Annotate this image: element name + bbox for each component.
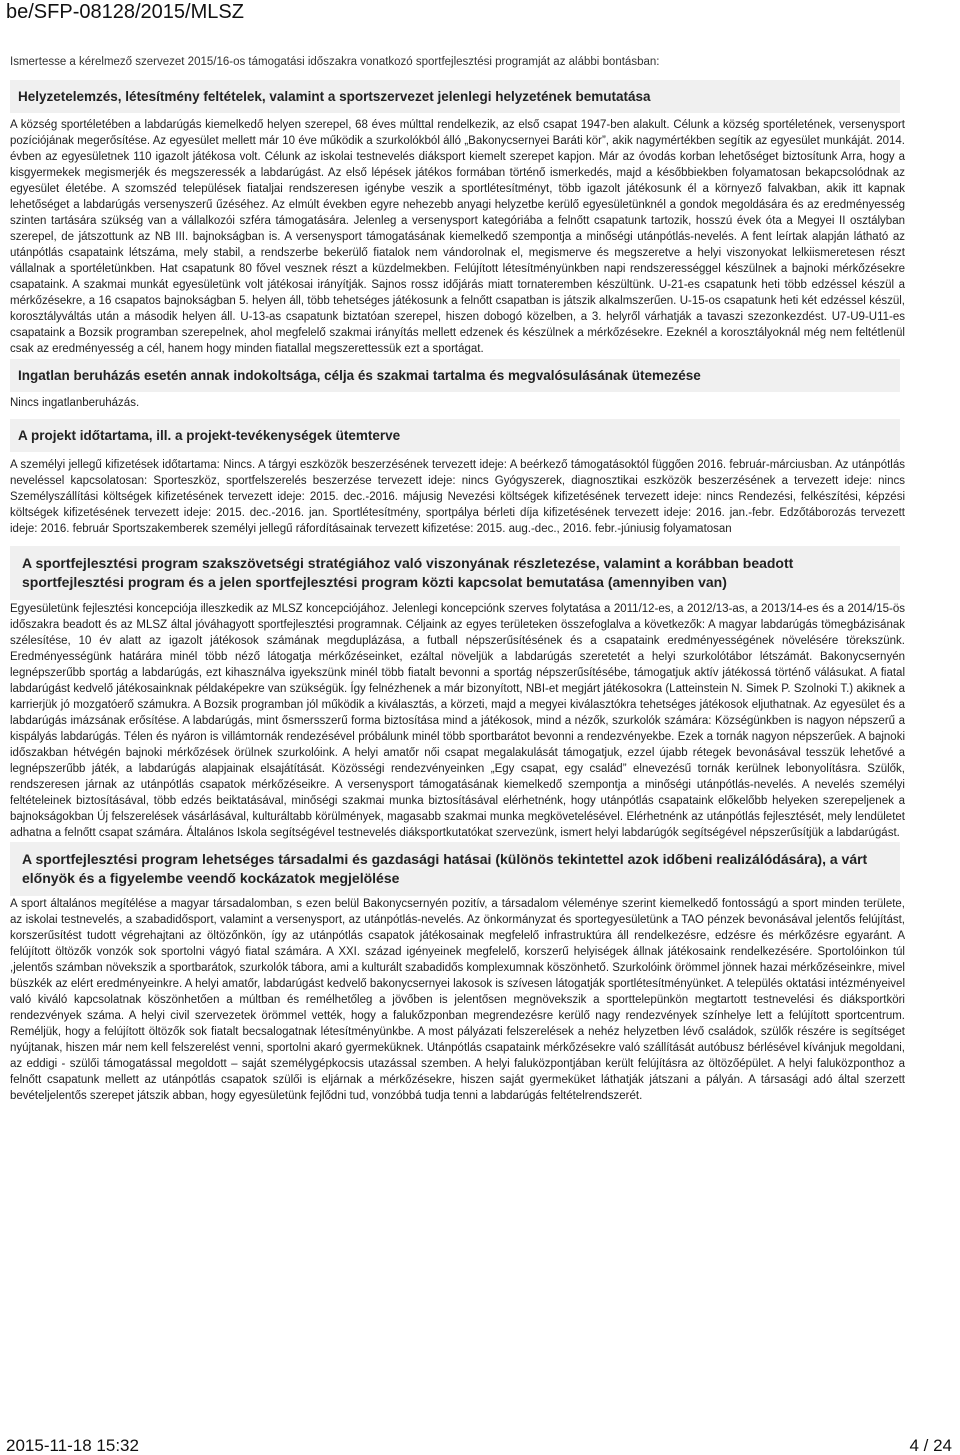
section-body-real-estate <box>10 395 905 411</box>
section-text: Egyesületünk fejlesztési koncepciója illeszkedik az MLSZ koncepciójához. Jelenlegi koncepciónk szerves folytatása a 2011/12-es, a 2012/13-as, a 2013/14-es és a 2014/15-ös időszakra beadott és az MLSZ által jóváhagyott sportfejlesztési programnak. Céljaink az egyes területeken összefoglalva a következők: A magyar labdarúgás tömegbázisának szélesítése, 10 év alatt az igazolt játékosok számának megduplázása, a futball népszerűsítésének és a csapataink eredményességének növelésére törekszünk. Eredményességünk határára minél több néző látogatja mérkőzéseinket, ezáltal növeljük a labdarúgás szeretetét a helyi szurkolótábor létszámát. Bakonycsernyén legnépszerűbb sportág a labdarúgás, ezt kihasználva igyekszünk minél több fiatalt bevonni a sportág népszerűsítésébe, támogatjuk aktív játékossá történő válásukat. A fiatal labdarúgást kedvelő játékosainknak példaképekre van szükségük. Így felnézhenek a már bizonyított, NBI-et megjárt játékosokra (Latteinstein N. Simek P. Szolnoki T.) akiknek a karrierjük jó mozgatóerő számukra. A Bozsik programban jól működik a kiválasztás, a körzeti, majd a megyei kiválasztókra tehetséges játékosok eljuthatnak. Az egyesület és a labdarúgás imázsának erősítése. A labdarúgás, mint ősmersszerű forma biztosítása mind a játékosok, mind a nézők, szurkolók számára: Községünkben is nagyon népszerű a kispályás labdarúgás. Télen és nyáron is villámtornák rendezésével próbálunk minél több sportbarátot bevonni a rendezvényekbe. Ezek a tornák nagyon népszerűek. A bajnoki időszakban hétvégén bajnoki mérkőzések örülnek szurkolóink. A helyi amatőr női csapat megalakulását támogatjuk, ezzel újabb rétegek bevonásával tesszük lehetővé a legnépszerűbb játék, a labdarúgás alapjainak elsajátítását. Közösségi rendezvényeinken „Egy csapat, egy család” elnevezésű tornák kerülnek lebonyolításra. Szülők, rendszeresen járnak az utánpótlás csapatok mérkőzéseikre. A versenysport támogatásának kiemelkedő szempontja a minőségi utánpótlás-nevelés. A nevelés személyi feltételeinek biztosításával, több edzés beiktatásával, minőségi szakmai munka biztosításával elérhetnénk, hogy utánpótlás csapataink előkelőbb helyeken szerepeljenek a bajnokságokban Új felszerelések vásárlásával, kulturáltabb körülmények, magasabb szakmai munka megkövetelésével. Elérhetnénk az utánpótlás fejlesztését, mely lendületet adhatna a felnőtt csapat számára. Általános Iskola segítségével testnevelés diáksportkutatókat szervezünk, ismert helyi labdarúgók segítségével népszerűsítjük a labdarúgást. <box>10 603 905 839</box>
section-heading-strategy: A sportfejlesztési program szakszövetségi stratégiához való viszonyának részletezése, valamint a korábban beadott sportfejlesztési program és a jelen sportfejlesztési program közti kapcsolat bemutatása (amennyiben van) <box>10 546 900 600</box>
section-text: Nincs ingatlanberuházás. <box>10 397 140 409</box>
section-text: A község sportéletében a labdarúgás kiemelkedő helyen szerepel, 68 éves múlttal rendelkezik, az első csapat 1947-ben alakult. Célunk a község sportéletének, versenysport pozíciójának megerősítése. Az egyesület mellett már 10 éve működik a szurkolókból álló „Bakonycsernyei Baráti kör”, akik nagymértékben segítik az egyesület munkáját. 2014. évben az egyesületnek 110 igazolt játékosa volt. Célunk az iskolai testnevelés diáksport kiemelt szerepet kapjon. Már az óvodás korban lehetőséget biztosítunk Arra, hogy a kisgyermekek megismerjék és megszeressék a labdarúgást. Az első lépések játékos formában történő ismerkedés, majd a későbbiekben folyamatosan bekapcsolódnak az egyesület életébe. A szomszéd települések fiataljai rendszeresen igénybe veszik a sportlétesítményt, több igazolt játékosunk él a környező falvakban, akik itt kapnak lehetőséget a labdarúgás versenyszerű űzéséhez. Az elmúlt években egyre nehezebb anyagi helyzetbe kerülő egyesületünknél a gondok megoldására és az eredményesség szinten tartására szükség van a vállalkozói szféra támogatására. Jelenleg a versenysport kategóriába a felnőtt csapatunk tartozik, hosszú évek óta a Megyei II osztályban szerepel, de játszottunk az NB III. bajnokságban is. A versenysport támogatásának kiemelkedő szempontja a minőségi utánpótlás-nevelés. A fent leírtak alapján látható az utánpótlás csapataink létszáma, mely stabil, a rendszerbe bekerülő fiatalok nem vándorolnak el, megismerve és megszeretve a helyi viszonyokat lelkiismeretesen részt vállalnak a sportéletünkben. Hat csapatunk 80 fővel vesznek részt a küzdelmekben. Felújított létesítményünkben napi rendszerességgel készülnek a bajnoki mérkőzésekre csapataink. A szakmai munkát egyesületünk volt játékosai irányítják. Sajnos rossz időjárás miatt tornateremben készültünk. U-21-es csapatunk heti több edzéssel készül a mérkőzésekre, a 16 csapatos bajnokságban 5. helyen áll, több tehetséges játékosunk a felnőtt csapatban is játszik alkalmszerűen. U-15-os csapatunk heti két edzéssel készül, korosztályváltás után a második helyen áll. U-13-as csapatunk biztatóan szerepel, hiszen dobogó közelben, a 3. helyről várhatják a tavaszi szezonkezdést. U7-U9-U11-es csapataink a Bozsik programban szerepelnek, ahol megfelelő szakmai irányítás mellett edzenek és készülnek a mérkőzésekre. Ezeknél a korosztályoknál még nem feltétlenül csak az eredményesség a cél, hanem hogy minden fiatallal megszerettessük ezt a sportágat. <box>10 119 905 355</box>
section-text: A sport általános megítélése a magyar társadalomban, s ezen belül Bakonycsernyén pozitív, a társadalom véleménye szerint kiemelkedő fontosságú a sport minden területe, az iskolai testnevelés, a szabadidősport, valamint a versenysport, az utánpótlás-nevelés. Az önkormányzat és sportegyesületünk a TAO pénzek bevonásával jelentős felújítást, korszerűsítést tudott végrehajtani az öltözőnkön, így az utánpótlás csapatok játékosainak megfelelő infrastruktúra áll rendelkezésre, edzésre és mérkőzésre egyaránt. A felújított öltözők vonzók sok sportolni vágyó fiatal számára. A XXI. század igényeinek megfelelő, korszerű helyiségek állnak játékosaink rendelkezésére. Sportolóinkon túl ,jelentős számban növekszik a sportbarátok, szurkolók tábora, ami a kulturált szabadidős komplexumnak köszönhető. Szurkolóink örömmel jönnek hazai mérkőzéseinkre, mivel büszkék az elért eredményeinkre. A helyi amatőr, labdarúgást kedvelő bakonycsernyei lakosok is szívesen látogatják sportlétesítményünket. A település oktatási intézményeivel való kiváló kapcsolatnak köszönhetően a múltban és remélhetőleg a jövőben is jelentősen megnövekszik a sporttelepünkön megtartott testnevelési és diáksportköri rendezvények száma. A helyi civil szervezetek örömmel vették, hogy a falukőzponban megrendezésre kerülő nagy rendezvények színhelye lett a felújított sportcentrum. Reméljük, hogy a felújított öltözők sok fiatalt becsalogatnak létesítményünkbe. A most pályázati felszerelések a nehéz helyzetben lévő családok, szülők részére is segítséget nyújtanak, hiszen már nem kell felszerelést venni, sportolni akaró gyermeküknek. Utánpótlás csapataink mérkőzésekre való szállítását autóbusz bérlésével kívánjuk megoldani, az eddigi - szülői támogatással megoldott – saját személygépkocsis utazással szemben. A helyi faluközpontjában került felújításra az öltözőépület. A helyi faluközponthoz a felnőtt csapatunk mellett az utánpótlás csapatok szülői is eljárnak a mérkőzésekre, hiszen saját gyermeküket láthatják játszani a pályán. A társasági adó által szerzett bevételjelentős szerepet játszik abban, hogy egyesületünk fejlődni tud, vonzóbbá tudja tenni a labdarúgás feltételrendszerét. <box>10 898 905 1102</box>
section-body-situation <box>10 117 905 357</box>
section-body-schedule <box>10 457 905 537</box>
section-heading-situation: Helyzetelemzés, létesítmény feltételek, valamint a sportszervezet jelenlegi helyzetének bemutatása <box>10 80 900 113</box>
intro-text: Ismertesse a kérelmező szervezet 2015/16-os támogatási időszakra vonatkozó sportfejlesztési programját az alábbi bontásban: <box>10 56 660 68</box>
section-heading-impacts: A sportfejlesztési program lehetséges társadalmi és gazdasági hatásai (különös tekintettel azok időbeni realizálódására), a várt előnyök és a figyelembe veendő kockázatok megjelölése <box>10 842 900 896</box>
document-id: be/SFP-08128/2015/MLSZ <box>6 1 244 23</box>
section-body-impacts <box>10 896 905 1104</box>
footer-page-number: 4 / 24 <box>909 1436 952 1455</box>
section-heading-schedule: A projekt időtartama, ill. a projekt-tevékenységek ütemterve <box>10 419 900 452</box>
footer-timestamp: 2015-11-18 15:32 <box>6 1436 139 1455</box>
section-text: A személyi jellegű kifizetések időtartama: Nincs. A tárgyi eszközök beszerzésének tervezett ideje: A beérkező támogatásoktól függően 2016. február-márciusban. Az utánpótlás neveléssel kapcsolatosan: Sporteszköz, sportfelszerelés beszerzése tervezett ideje: nincs Gyógyszerek, diagnosztikai eszközök beszerzésének a tervezett ideje: nincs Személyszállítási költségek kifizetésének tervezett ideje: 2015. dec.-2016. májusig Nevezési költségek kifizetésének tervezett ideje: nincs Rendezési, felkészítési, képzési költségek kifizetésének tervezett ideje: 2015. dec.-2016. jan. Sportlétesítmény, sportpálya bérleti díja kifizetésének tervezett ideje: 2016. jan.-febr. Edzőtáborozás tervezett ideje: 2016. február Sportszakemberek személyi jellegű ráfordításainak tervezett kifizetése: 2015. aug.-dec., 2016. febr.-júniusig folyamatosan <box>10 459 905 535</box>
section-body-strategy <box>10 601 905 841</box>
section-heading-real-estate: Ingatlan beruházás esetén annak indokoltsága, célja és szakmai tartalma és megvalósulásának ütemezése <box>10 359 900 392</box>
